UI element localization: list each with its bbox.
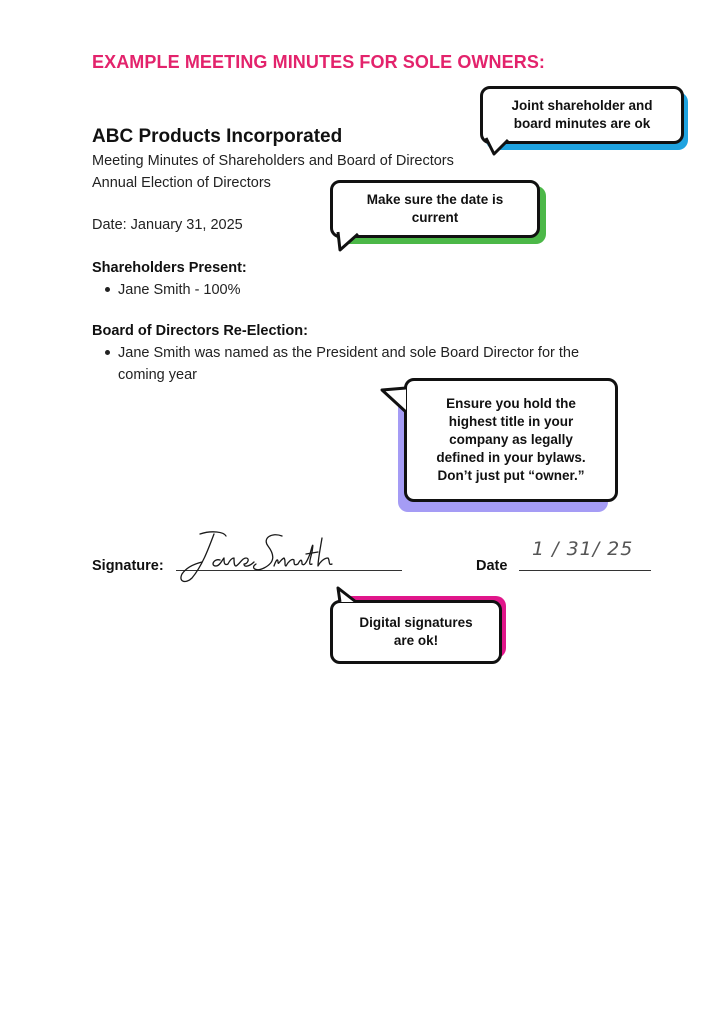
callout-text: company as legally [449,432,573,447]
callout-text: Joint shareholder and [511,98,653,113]
callout-text: board minutes are ok [513,116,651,131]
callout-text: Ensure you hold the [446,396,576,411]
date-label: Date [476,558,508,574]
callout-tail [334,586,366,606]
callout-tail [484,138,514,158]
board-item-line-1: Jane Smith was named as the President and sole Board Director for the [118,345,580,361]
handwritten-signature [172,524,342,588]
election-subtitle: Annual Election of Directors [92,175,271,191]
handwritten-date: 1 / 31/ 25 [532,538,634,560]
callout-date-current [330,180,540,238]
meeting-date: Date: January 31, 2025 [92,217,243,233]
board-heading: Board of Directors Re-Election: [92,323,308,339]
callout-text: current [411,210,459,225]
page-heading: EXAMPLE MEETING MINUTES FOR SOLE OWNERS: [92,52,546,72]
date-line [519,570,651,571]
shareholders-heading: Shareholders Present: [92,260,247,276]
board-item-line-2: coming year [118,367,197,383]
meeting-minutes-subtitle: Meeting Minutes of Shareholders and Board of Directors [92,153,454,169]
bullet-icon [105,287,110,292]
callout-text: are ok! [393,633,439,648]
company-name: ABC Products Incorporated [92,126,343,147]
shareholder-item: Jane Smith - 100% [118,282,241,298]
callout-text: highest title in your [448,414,574,429]
callout-tail [380,382,410,422]
callout-digital-signatures [330,600,502,664]
callout-text: Digital signatures [359,615,473,630]
callout-text: defined in your bylaws. [436,450,586,465]
signature-label: Signature: [92,558,164,574]
callout-highest-title [404,378,618,502]
callout-tail [334,232,366,256]
callout-text: Make sure the date is [366,192,504,207]
bullet-icon [105,350,110,355]
callout-text: Don’t just put “owner.” [437,468,585,483]
callout-joint-minutes [480,86,684,144]
